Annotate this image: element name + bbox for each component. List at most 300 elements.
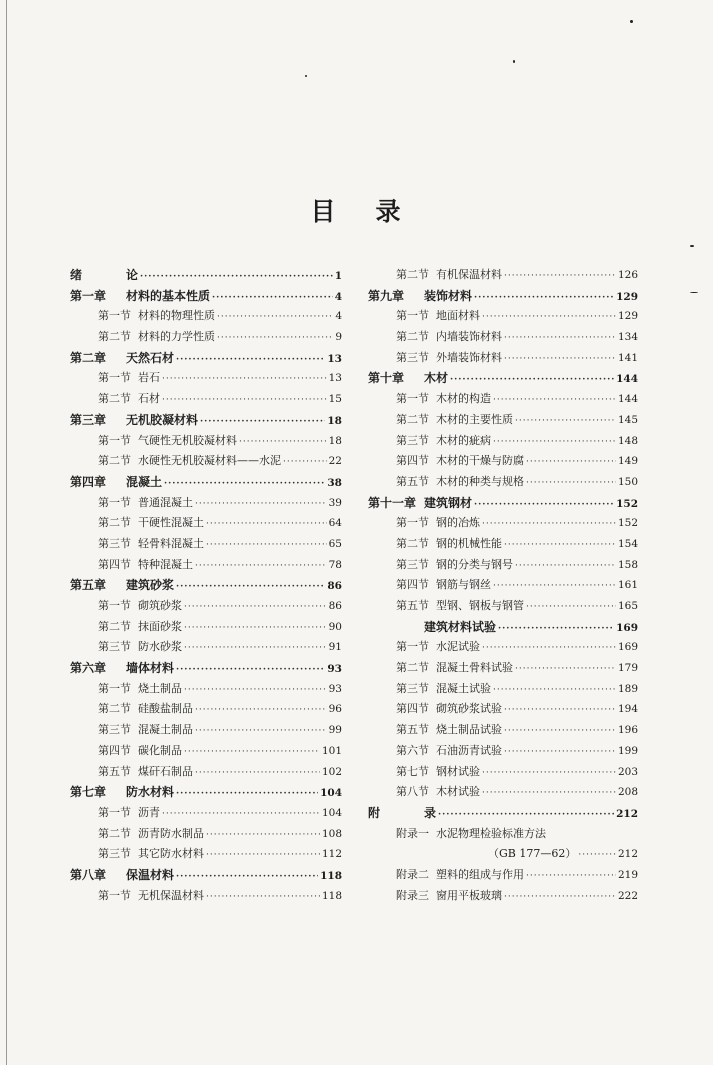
toc-entry-chapter xyxy=(70,266,342,287)
scan-speck xyxy=(690,292,698,293)
toc-entry-number: 第一节 xyxy=(98,888,131,902)
toc-entry-number: 第四节 xyxy=(396,454,429,468)
toc-entry-label xyxy=(396,783,480,799)
toc-leader-dots xyxy=(474,500,614,510)
toc-entry-number: 第五节 xyxy=(98,764,131,778)
toc-entry-number: 绪 xyxy=(70,268,83,282)
toc-page-number: 64 xyxy=(328,517,342,530)
toc-entry-label xyxy=(98,638,182,654)
toc-leader-dots xyxy=(239,437,327,447)
toc-entry-number: 第一节 xyxy=(396,640,429,654)
toc-entry-number: 第二节 xyxy=(396,661,429,675)
toc-page-number: 189 xyxy=(617,682,638,695)
toc-leader-dots xyxy=(184,602,327,612)
toc-page-number: 112 xyxy=(321,848,342,861)
toc-entry-label xyxy=(70,411,198,428)
toc-entry-appendix xyxy=(368,887,638,908)
toc-entry-section xyxy=(70,887,342,908)
toc-entry-number: 第四节 xyxy=(396,702,429,716)
toc-entry-label xyxy=(98,535,204,551)
toc-entry-label xyxy=(98,618,182,634)
toc-leader-dots xyxy=(526,602,616,612)
toc-leader-dots xyxy=(176,789,318,799)
toc-entry-section xyxy=(70,825,342,846)
toc-entry-title: 普通混凝土 xyxy=(138,495,193,509)
toc-entry-title: 内墙装饰材料 xyxy=(436,330,502,344)
toc-entry-title: 混凝土制品 xyxy=(138,723,193,737)
toc-leader-dots xyxy=(195,726,327,736)
toc-entry-number: 第八章 xyxy=(70,867,107,882)
toc-entry-section xyxy=(70,680,342,701)
toc-entry-title: 石材 xyxy=(138,392,160,406)
toc-entry-label xyxy=(98,556,193,572)
toc-page-number: 199 xyxy=(617,744,638,757)
toc-page-number: 99 xyxy=(328,724,342,737)
toc-entry-title: 钢材试验 xyxy=(436,764,480,778)
toc-entry-title: 建筑砂浆 xyxy=(126,578,175,593)
toc-entry-section xyxy=(368,473,638,494)
toc-entry-title: 石油沥青试验 xyxy=(436,743,502,757)
toc-entry-title: 材料的物理性质 xyxy=(138,309,215,323)
toc-entry-number: 第九章 xyxy=(368,288,405,303)
toc-leader-dots xyxy=(578,850,616,860)
toc-leader-dots xyxy=(515,561,616,571)
toc-entry-chapter xyxy=(368,804,638,825)
toc-entry-number: 第三章 xyxy=(70,412,107,427)
toc-page-number: 129 xyxy=(617,310,638,323)
toc-leader-dots xyxy=(526,457,616,467)
toc-entry-number: 第一节 xyxy=(98,309,131,323)
toc-entry-number: 第十一章 xyxy=(368,495,417,510)
toc-entry-section xyxy=(368,266,638,287)
toc-entry-label xyxy=(98,825,204,841)
toc-entry-title: 砌筑砂浆 xyxy=(138,599,182,612)
toc-leader-dots xyxy=(206,540,327,550)
toc-entry-label xyxy=(98,804,160,820)
toc-leader-dots xyxy=(482,768,616,778)
toc-entry-section xyxy=(70,369,342,390)
toc-entry-number: 第三节 xyxy=(98,723,131,737)
toc-entry-section xyxy=(70,556,342,577)
toc-page-number: 141 xyxy=(617,351,638,364)
toc-entry-label xyxy=(396,721,502,737)
toc-leader-dots xyxy=(162,809,320,819)
toc-entry-label xyxy=(396,432,491,448)
toc-entry-title: 钢的机械性能 xyxy=(436,536,502,550)
toc-entry-title: 水硬性无机胶凝材料——水泥 xyxy=(138,454,281,468)
toc-entry-section xyxy=(70,390,342,411)
toc-leader-dots xyxy=(184,643,327,653)
toc-entry-section xyxy=(368,349,638,370)
toc-entry-label xyxy=(396,390,491,406)
toc-entry-section xyxy=(70,804,342,825)
toc-entry-section xyxy=(368,680,638,701)
toc-entry-number: 第一节 xyxy=(396,516,429,530)
toc-page-number: 222 xyxy=(617,889,638,902)
toc-page-number: 161 xyxy=(617,579,638,592)
toc-entry-chapter xyxy=(70,866,342,887)
toc-entry-appendix xyxy=(368,825,638,846)
toc-entry-chapter xyxy=(70,411,342,432)
toc-entry-label xyxy=(70,783,174,800)
scan-speck xyxy=(630,20,633,23)
toc-entry-title: 沥青 xyxy=(138,805,160,819)
toc-entry-label xyxy=(70,866,174,883)
toc-entry-number: 第三节 xyxy=(396,557,429,571)
toc-entry-label xyxy=(396,473,524,489)
toc-leader-dots xyxy=(162,395,327,405)
toc-page-number: 148 xyxy=(617,434,638,447)
toc-entry-title: 水泥试验 xyxy=(436,640,480,654)
toc-leader-dots xyxy=(140,272,333,282)
toc-entry-title: 木材的干燥与防腐 xyxy=(436,454,524,468)
toc-entry-section xyxy=(368,659,638,680)
toc-entry-title: 砌筑砂浆试验 xyxy=(436,702,502,716)
toc-page-number: 203 xyxy=(617,765,638,778)
toc-leader-dots xyxy=(195,768,320,778)
toc-page-number: 126 xyxy=(617,269,638,281)
toc-leader-dots xyxy=(493,581,616,591)
toc-page-number: 212 xyxy=(616,807,638,820)
toc-page-number: 150 xyxy=(617,475,638,488)
title-char-1: 目 xyxy=(310,197,338,226)
toc-page-number: 118 xyxy=(321,889,342,902)
toc-entry-section xyxy=(368,452,638,473)
toc-entry-label xyxy=(98,514,204,530)
toc-leader-dots xyxy=(482,788,616,798)
toc-page-number: 22 xyxy=(328,455,342,468)
toc-entry-label xyxy=(396,742,502,758)
toc-entry-cont xyxy=(368,845,638,866)
toc-leader-dots xyxy=(474,293,614,303)
toc-entry-label xyxy=(396,659,513,675)
toc-entry-title: 硅酸盐制品 xyxy=(138,702,193,716)
toc-leader-dots xyxy=(526,478,616,488)
toc-entry-title: 气硬性无机胶凝材料 xyxy=(138,433,237,447)
toc-entry-number: 第二节 xyxy=(396,330,429,344)
toc-entry-label xyxy=(396,638,480,654)
toc-entry-chapter xyxy=(70,473,342,494)
toc-entry-chapter xyxy=(368,618,638,639)
toc-entry-section xyxy=(70,763,342,784)
toc-entry-title: 保温材料 xyxy=(126,867,175,882)
toc-leader-dots xyxy=(504,354,616,364)
toc-page-number: 18 xyxy=(327,414,342,427)
toc-page-number: 18 xyxy=(328,434,342,447)
toc-page-number: 13 xyxy=(328,372,342,385)
toc-leader-dots xyxy=(526,871,616,881)
toc-leader-dots xyxy=(283,457,327,467)
toc-entry-chapter xyxy=(368,494,638,515)
toc-entry-number: 附 xyxy=(368,805,381,820)
toc-entry-label xyxy=(98,680,182,696)
toc-leader-dots xyxy=(217,312,333,322)
toc-entry-section xyxy=(368,721,638,742)
toc-page-number: 104 xyxy=(320,787,342,800)
toc-page-number: 152 xyxy=(616,497,638,510)
toc-entry-chapter xyxy=(70,659,342,680)
toc-leader-dots xyxy=(206,892,320,902)
toc-leader-dots xyxy=(482,519,616,529)
toc-entry-label xyxy=(368,618,496,635)
toc-entry-number: 第五节 xyxy=(396,599,429,612)
toc-entry-number: 第三节 xyxy=(98,640,131,654)
toc-page-number: 152 xyxy=(617,517,638,530)
toc-entry-section xyxy=(70,597,342,618)
toc-entry-label xyxy=(98,763,193,779)
toc-entry-number: 第四节 xyxy=(98,743,131,757)
toc-page-number: 101 xyxy=(321,744,342,757)
toc-entry-section xyxy=(368,700,638,721)
toc-entry-label xyxy=(98,721,193,737)
toc-entry-number: 第一节 xyxy=(98,599,131,612)
toc-entry-section xyxy=(368,638,638,659)
toc-entry-title: 建筑钢材 xyxy=(424,495,473,510)
toc-page-number: 196 xyxy=(617,724,638,737)
toc-page-number: 104 xyxy=(321,806,342,819)
toc-entry-section xyxy=(70,514,342,535)
toc-entry-label xyxy=(396,825,546,841)
toc-leader-dots xyxy=(493,685,616,695)
toc-entry-label xyxy=(368,804,436,821)
toc-entry-number: 第二节 xyxy=(98,330,131,344)
toc-entry-label xyxy=(368,287,472,304)
toc-leader-dots xyxy=(450,375,614,385)
toc-entry-label xyxy=(396,887,502,903)
toc-entry-title: 混凝土 xyxy=(126,474,163,489)
toc-entry-label xyxy=(70,287,210,304)
toc-entry-title: 沥青防水制品 xyxy=(138,826,204,840)
toc-entry-number: 第三节 xyxy=(98,847,131,861)
toc-entry-title: 木材 xyxy=(424,371,449,386)
toc-leader-dots xyxy=(504,726,616,736)
toc-entry-title: 混凝土试验 xyxy=(436,681,491,695)
toc-entry-label xyxy=(396,266,502,282)
toc-entry-title: 装饰材料 xyxy=(424,288,473,303)
toc-entry-number: 第一节 xyxy=(396,392,429,406)
toc-page-number: 86 xyxy=(327,580,342,593)
toc-leader-dots xyxy=(504,747,616,757)
toc-entry-label xyxy=(396,514,480,530)
toc-entry-label xyxy=(396,700,502,716)
toc-entry-number: 第一节 xyxy=(98,433,131,447)
toc-entry-title: 抹面砂浆 xyxy=(138,619,182,633)
toc-entry-title: 木材的疵病 xyxy=(436,433,491,447)
toc-entry-section xyxy=(70,618,342,639)
toc-entry-number: 第六节 xyxy=(396,743,429,757)
toc-page-number: 4 xyxy=(335,310,342,323)
toc-entry-number: 第二节 xyxy=(396,412,429,426)
toc-entry-label xyxy=(396,763,480,779)
toc-entry-title: 木材的构造 xyxy=(436,392,491,406)
toc-entry-title: 录 xyxy=(424,805,437,820)
toc-entry-number: 第二节 xyxy=(98,619,131,633)
toc-entry-label xyxy=(396,328,502,344)
page-title xyxy=(0,192,713,228)
toc-entry-section xyxy=(368,432,638,453)
toc-leader-dots xyxy=(482,643,616,653)
toc-entry-title: 塑料的组成与作用 xyxy=(436,867,524,881)
toc-entry-label xyxy=(98,369,160,385)
toc-entry-number: 第十章 xyxy=(368,371,405,386)
toc-leader-dots xyxy=(515,664,616,674)
toc-entry-number: 第二节 xyxy=(396,268,429,281)
toc-entry-label xyxy=(396,411,513,427)
toc-entry-label xyxy=(98,597,182,613)
toc-entry-title: 有机保温材料 xyxy=(436,268,502,281)
toc-entry-title: 钢筋与钢丝 xyxy=(436,578,491,592)
toc-entry-title: 干硬性混凝土 xyxy=(138,516,204,530)
toc-page-number: 96 xyxy=(328,703,342,716)
scan-speck xyxy=(513,60,515,63)
toc-entry-number: 第五节 xyxy=(396,723,429,737)
toc-entry-title: 水泥物理检验标准方法 xyxy=(436,826,546,840)
toc-entry-title: 材料的基本性质 xyxy=(126,288,211,303)
toc-entry-title: 煤矸石制品 xyxy=(138,764,193,778)
toc-entry-section xyxy=(70,307,342,328)
toc-entry-label xyxy=(98,845,204,861)
toc-entry-number: 第三节 xyxy=(98,536,131,550)
toc-left-column xyxy=(70,266,342,907)
toc-entry-section xyxy=(368,597,638,618)
toc-entry-section xyxy=(368,556,638,577)
toc-leader-dots xyxy=(164,479,325,489)
toc-entry-label xyxy=(396,866,524,882)
toc-entry-label xyxy=(98,328,215,344)
toc-page-number: 179 xyxy=(617,662,638,675)
toc-page-number: 15 xyxy=(328,393,342,406)
toc-entry-chapter xyxy=(368,369,638,390)
toc-entry-title: 烧土制品 xyxy=(138,681,182,695)
toc-page-number: 39 xyxy=(328,496,342,509)
toc-leader-dots xyxy=(493,395,616,405)
toc-page-number: 102 xyxy=(321,765,342,778)
toc-entry-section xyxy=(368,390,638,411)
toc-entry-number: 第三节 xyxy=(396,350,429,364)
toc-entry-number: 第二节 xyxy=(98,516,131,530)
toc-entry-chapter xyxy=(70,783,342,804)
toc-entry-number: 第二节 xyxy=(396,536,429,550)
toc-page-number: 169 xyxy=(617,641,638,654)
toc-leader-dots xyxy=(184,747,320,757)
toc-entry-title: 烧土制品试验 xyxy=(436,723,502,737)
title-char-2: 录 xyxy=(375,197,403,226)
toc-entry-title: 墙体材料 xyxy=(126,661,175,676)
toc-leader-dots xyxy=(438,810,614,820)
toc-leader-dots xyxy=(212,293,333,303)
toc-entry-label xyxy=(70,266,138,283)
toc-page-number: 4 xyxy=(334,290,342,303)
toc-page-number: 158 xyxy=(617,558,638,571)
toc-entry-label xyxy=(396,349,502,365)
toc-leader-dots xyxy=(176,872,318,882)
toc-entry-section xyxy=(368,411,638,432)
toc-entry-section xyxy=(70,845,342,866)
toc-page-number: 118 xyxy=(320,869,342,882)
toc-entry-title: 无机胶凝材料 xyxy=(126,412,199,427)
toc-entry-number: 第一节 xyxy=(396,309,429,323)
toc-leader-dots xyxy=(493,437,616,447)
toc-entry-label xyxy=(396,576,491,592)
toc-entry-title: 外墙装饰材料 xyxy=(436,350,502,364)
toc-leader-dots xyxy=(504,705,616,715)
toc-entry-title: 木材的主要性质 xyxy=(436,412,513,426)
toc-entry-number: 第七节 xyxy=(396,764,429,778)
toc-entry-number: 第四节 xyxy=(98,557,131,571)
toc-page-number: 219 xyxy=(617,868,638,881)
scan-speck xyxy=(305,75,307,77)
toc-entry-number: 第二节 xyxy=(98,392,131,406)
toc-page-number: 154 xyxy=(617,537,638,550)
toc-entry-title: 防水砂浆 xyxy=(138,640,182,654)
toc-entry-label xyxy=(396,597,524,613)
toc-entry-title: 防水材料 xyxy=(126,785,175,800)
toc-entry-number: 第七章 xyxy=(70,785,107,800)
toc-page-number: 9 xyxy=(335,331,342,344)
toc-leader-dots xyxy=(515,416,616,426)
toc-entry-label xyxy=(98,432,237,448)
toc-entry-label xyxy=(448,845,576,861)
toc-entry-label xyxy=(396,307,480,323)
toc-entry-label xyxy=(368,369,448,386)
toc-entry-title: 木材试验 xyxy=(436,785,480,799)
toc-entry-number: 第三节 xyxy=(396,681,429,695)
toc-entry-label xyxy=(396,452,524,468)
toc-entry-title: 地面材料 xyxy=(436,309,480,323)
toc-page-number: 134 xyxy=(617,331,638,344)
toc-entry-title: 碳化制品 xyxy=(138,743,182,757)
toc-entry-title: 型钢、钢板与钢管 xyxy=(436,599,524,612)
toc-page-number: 208 xyxy=(617,786,638,799)
toc-entry-section xyxy=(70,638,342,659)
toc-page-number: 78 xyxy=(328,558,342,571)
toc-page-number: 169 xyxy=(616,621,638,634)
toc-leader-dots xyxy=(184,623,327,633)
toc-page-number: 108 xyxy=(321,827,342,840)
toc-entry-number: 第八节 xyxy=(396,785,429,799)
toc-right-column xyxy=(368,266,638,907)
toc-entry-section xyxy=(368,514,638,535)
toc-entry-number: 第一节 xyxy=(98,681,131,695)
toc-entry-section xyxy=(368,307,638,328)
toc-leader-dots xyxy=(498,624,614,634)
toc-entry-chapter xyxy=(70,349,342,370)
toc-entry-label xyxy=(98,700,193,716)
toc-page-number: 165 xyxy=(617,600,638,612)
toc-entry-section xyxy=(368,328,638,349)
toc-leader-dots xyxy=(184,685,327,695)
toc-entry-number: 第五章 xyxy=(70,578,107,593)
toc-entry-section xyxy=(70,535,342,556)
toc-entry-title: 轻骨料混凝土 xyxy=(138,536,204,550)
toc-entry-section xyxy=(70,742,342,763)
toc-entry-number: 第一节 xyxy=(98,805,131,819)
toc-page-number: 144 xyxy=(616,373,638,386)
toc-leader-dots xyxy=(206,830,320,840)
toc-entry-label xyxy=(396,535,502,551)
toc-entry-number: 附录二 xyxy=(396,867,429,881)
toc-entry-label xyxy=(98,452,281,468)
toc-entry-title: 其它防水材料 xyxy=(138,847,204,861)
toc-page-number: 86 xyxy=(328,600,342,612)
toc-page-number: 149 xyxy=(617,455,638,468)
toc-entry-label xyxy=(70,349,174,366)
toc-entry-label xyxy=(70,473,162,490)
toc-entry-title: 论 xyxy=(126,268,139,282)
toc-entry-label xyxy=(98,887,204,903)
toc-page-number: 1 xyxy=(334,270,342,282)
toc-entry-section xyxy=(368,783,638,804)
